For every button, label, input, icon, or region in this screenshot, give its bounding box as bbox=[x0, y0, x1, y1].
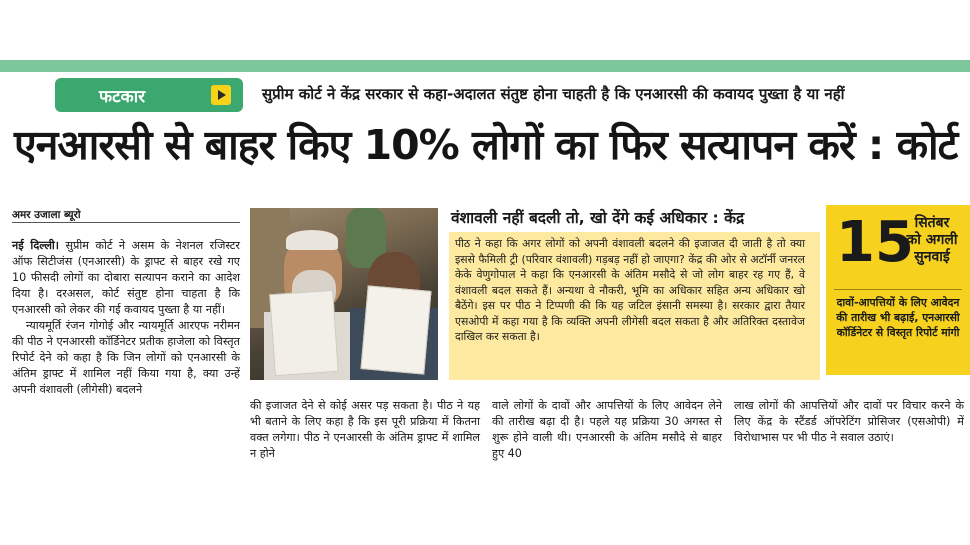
hearing-line-2: को अगली bbox=[906, 232, 958, 248]
column-2: की इजाजत देने से कोई असर पड़ सकता है। पीठ ने यह भी बताने के लिए कहा है कि इस पूरी प्रक्रिया में कितना वक्त लगेगा। पीठ ने एनआरसी के अंतिम ड्राफ्ट में शामिल न होने bbox=[250, 399, 480, 460]
dateline: नई दिल्ली। bbox=[12, 239, 60, 252]
column-3: वाले लोगों के दावों और आपत्तियों के लिए आवेदन लेने की तारीख बढ़ा दी है। पहले यह प्रक्रिया 30 अगस्त से शुरू होने वाली थी। एनआरसी के अंतिम मसौदे से बाहर हुए 40 bbox=[492, 399, 722, 460]
hearing-line-1: सितंबर bbox=[914, 215, 950, 231]
column-4: लाख लोगों की आपत्तियों और दावों पर विचार करने के लिए केंद्र के स्टैंडर्ड ऑपरेटिंग प्रोसिजर (एसओपी) में विरोधाभास पर भी पीठ ने सवाल उठाएं। bbox=[734, 399, 964, 444]
hearing-date-text bbox=[900, 215, 964, 266]
section-tag-label: फटकार bbox=[99, 86, 146, 107]
news-photo bbox=[250, 208, 438, 380]
column-1 bbox=[12, 238, 240, 398]
column-1-para-2: न्यायमूर्ति रंजन गोगोई और न्यायमूर्ति आरएफ नरीमन की पीठ ने एनआरसी कॉर्डिनेटर प्रतीक हाजेला को विस्तृत रिपोर्ट देने को कहा है कि जिन लोगों को एनआरसी के अंतिम ड्राफ्ट में शामिल नहीं किया गया है, क्या उन्हें अपनी वंशावली (लीगेसी) बदलने bbox=[12, 319, 240, 396]
subheadline: सुप्रीम कोर्ट ने केंद्र सरकार से कहा-अदालत संतुष्ट होना चाहती है कि एनआरसी की कवायद पुख्ता है या नहीं bbox=[262, 85, 845, 103]
hearing-sidebox bbox=[826, 205, 970, 375]
byline: अमर उजाला ब्यूरो bbox=[12, 209, 81, 221]
sidebox-divider bbox=[834, 289, 962, 290]
column-1-para-1: सुप्रीम कोर्ट ने असम के नेशनल रजिस्टर ऑफ सिटीजंस (एनआरसी) के ड्राफ्ट से बाहर रखे गए 10 फीसदी लोगों का दोबारा सत्यापन कराने का आदेश दिया है। दरअसल, कोर्ट संतुष्ट होना चाहता है कि एनआरसी को लेकर की गई कवायद पुख्ता है या नहीं। bbox=[12, 239, 241, 316]
hearing-date-number: 15 bbox=[836, 210, 914, 275]
highlight-box bbox=[449, 232, 820, 380]
sidebox-summary: दावों-आपत्तियों के लिए आवेदन की तारीख भी बढ़ाई, एनआरसी कॉर्डिनेटर से विस्तृत रिपोर्ट मांगी bbox=[836, 296, 960, 339]
hearing-line-3: सुनवाई bbox=[914, 249, 950, 265]
play-icon bbox=[211, 85, 231, 105]
headline: एनआरसी से बाहर किए 10% लोगों का फिर सत्यापन करें : कोर्ट bbox=[14, 121, 958, 169]
box-text: पीठ ने कहा कि अगर लोगों को अपनी वंशावली बदलने की इजाजत दी जाती है तो क्या इससे फैमिली ट्री (परिवार वंशावली) गड़बड़ नहीं हो जाएगा? केंद्र की ओर से अटॉर्नी जनरल केके वेणुगोपाल ने कहा कि एनआरसी के अंतिम मसौदे से जो लोग बाहर रह गए हैं, वे वंशावली बदल सकते हैं। अन्यथा वे नौकरी, भूमि का अधिकार सहित अन्य अधिकार खो बैठेंगे। इस पर पीठ ने टिप्पणी की कि यह जटिल इंसानी समस्या है। सरकार द्वारा तैयार एसओपी में कहा गया है कि व्यक्ति अपनी लीगेसी बदल सकता है और अतिरिक्त दस्तावेज दाखिल कर सकता है। bbox=[455, 237, 805, 343]
header-band bbox=[0, 60, 970, 72]
byline-rule bbox=[12, 222, 240, 223]
section-tag bbox=[55, 78, 243, 112]
box-title: वंशावली नहीं बदली तो, खो देंगे कई अधिकार : केंद्र bbox=[451, 209, 745, 227]
